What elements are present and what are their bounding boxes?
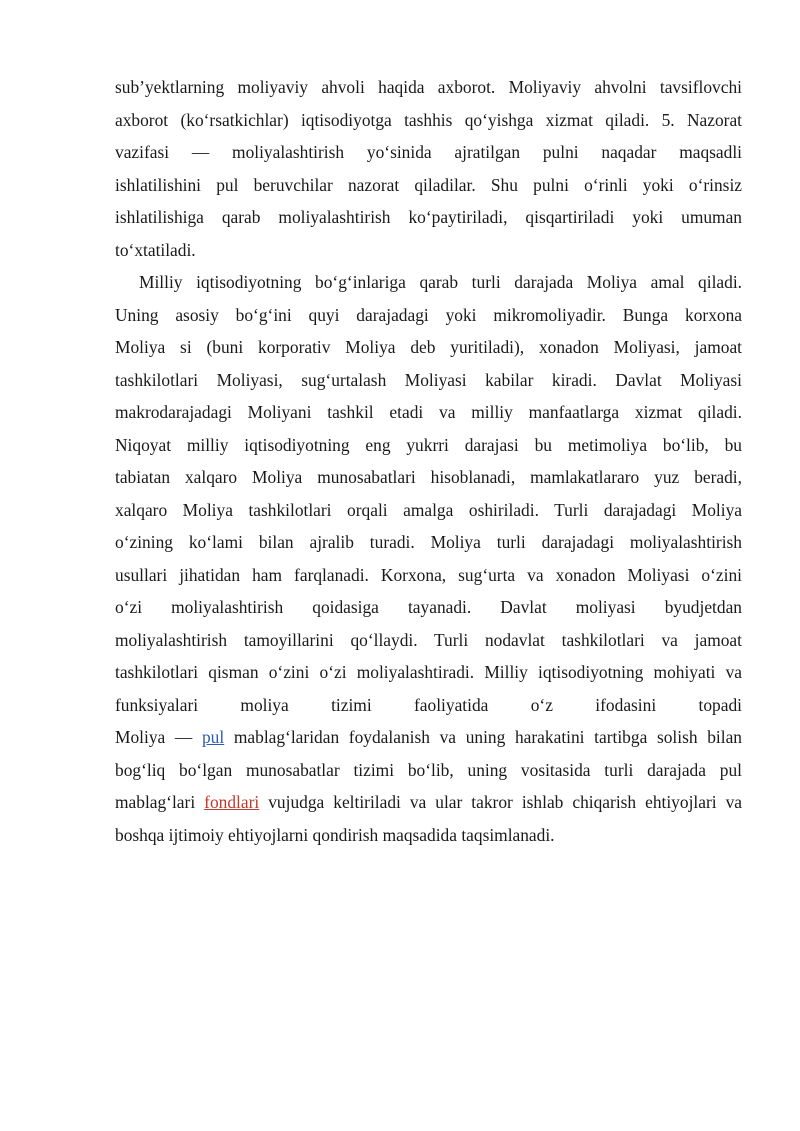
text-line: usullari jihatidan ham farqlanadi. Korxona, sug‘urta va xonadon Moliyasi o‘zini: [115, 564, 742, 585]
text-line: axborot (ko‘rsatkichlar) iqtisodiyotga tashhis qo‘yishga xizmat qiladi. 5. Nazorat: [115, 109, 742, 130]
text-line: tashkilotlari Moliyasi, sug‘urtalash Moliyasi kabilar kiradi. Davlat Moliyasi: [115, 369, 742, 390]
text-segment: vujudga keltiriladi va ular takror ishlab chiqarish ehtiyojlari va: [259, 792, 742, 812]
text-line: Uning asosiy bo‘g‘ini quyi darajadagi yoki mikromoliyadir. Bunga korxona: [115, 304, 742, 325]
paragraph-1: [115, 71, 742, 266]
text-line: ishlatilishini pul beruvchilar nazorat qiladilar. Shu pulni o‘rinli yoki o‘rinsiz: [115, 174, 742, 195]
text-line: o‘zining ko‘lami bilan ajralib turadi. Moliya turli darajadagi moliyalashtirish: [115, 532, 742, 552]
text-line: Milliy iqtisodiyotning bo‘g‘inlariga qarab turli darajada Moliya amal qiladi.: [139, 272, 742, 292]
text-segment: Moliya —: [115, 727, 202, 747]
pul-link[interactable]: pul: [201, 727, 225, 747]
text-line: makrodarajadagi Moliyani tashkil etadi va milliy manfaatlarga xizmat qiladi.: [115, 402, 742, 422]
paragraph-2: [115, 266, 742, 851]
text-line: tashkilotlari qisman o‘zini o‘zi moliyalashtiradi. Milliy iqtisodiyotning mohiyati va: [115, 662, 742, 682]
text-line: sub’yektlarning moliyaviy ahvoli haqida axborot. Moliyaviy ahvolni tavsiflovchi: [115, 77, 742, 97]
text-line: Moliya si (buni korporativ Moliya deb yuritiladi), xonadon Moliyasi, jamoat: [115, 337, 742, 357]
text-line: Niqoyat milliy iqtisodiyotning eng yukrri darajasi bu metimoliya bo‘lib, bu: [115, 434, 742, 455]
text-line: o‘zi moliyalashtirish qoidasiga tayanadi. Davlat moliyasi byudjetdan: [115, 597, 742, 617]
text-line: bog‘liq bo‘lgan munosabatlar tizimi bo‘lib, uning vositasida turli darajada pul: [115, 759, 742, 780]
text-line-with-fondlari-link: [115, 786, 742, 819]
text-line: funksiyalari moliya tizimi faoliyatida o‘z ifodasini topadi: [115, 694, 742, 715]
text-line-with-pul-link: [115, 721, 742, 754]
text-segment: mablag‘lari: [115, 792, 205, 812]
text-line: tabiatan xalqaro Moliya munosabatlari hisoblanadi, mamlakatlararo yuz beradi,: [115, 467, 742, 487]
text-line: moliyalashtirish tamoyillarini qo‘llaydi. Turli nodavlat tashkilotlari va jamoat: [115, 629, 742, 650]
fondlari-link[interactable]: fondlari: [204, 792, 260, 812]
text-line: xalqaro Moliya tashkilotlari orqali amalga oshiriladi. Turli darajadagi Moliya: [115, 499, 742, 520]
text-line: vazifasi — moliyalashtirish yo‘sinida ajratilgan pulni naqadar maqsadli: [115, 142, 742, 162]
text-segment: mablag‘laridan foydalanish va uning harakatini tartibga solish bilan: [224, 727, 742, 747]
text-line: ishlatilishiga qarab moliyalashtirish ko‘paytiriladi, qisqartiriladi yoki umuman: [115, 207, 742, 227]
text-line: to‘xtatiladi.: [115, 239, 196, 260]
document-page: [115, 71, 742, 851]
text-line: boshqa ijtimoiy ehtiyojlarni qondirish maqsadida taqsimlanadi.: [115, 824, 555, 845]
